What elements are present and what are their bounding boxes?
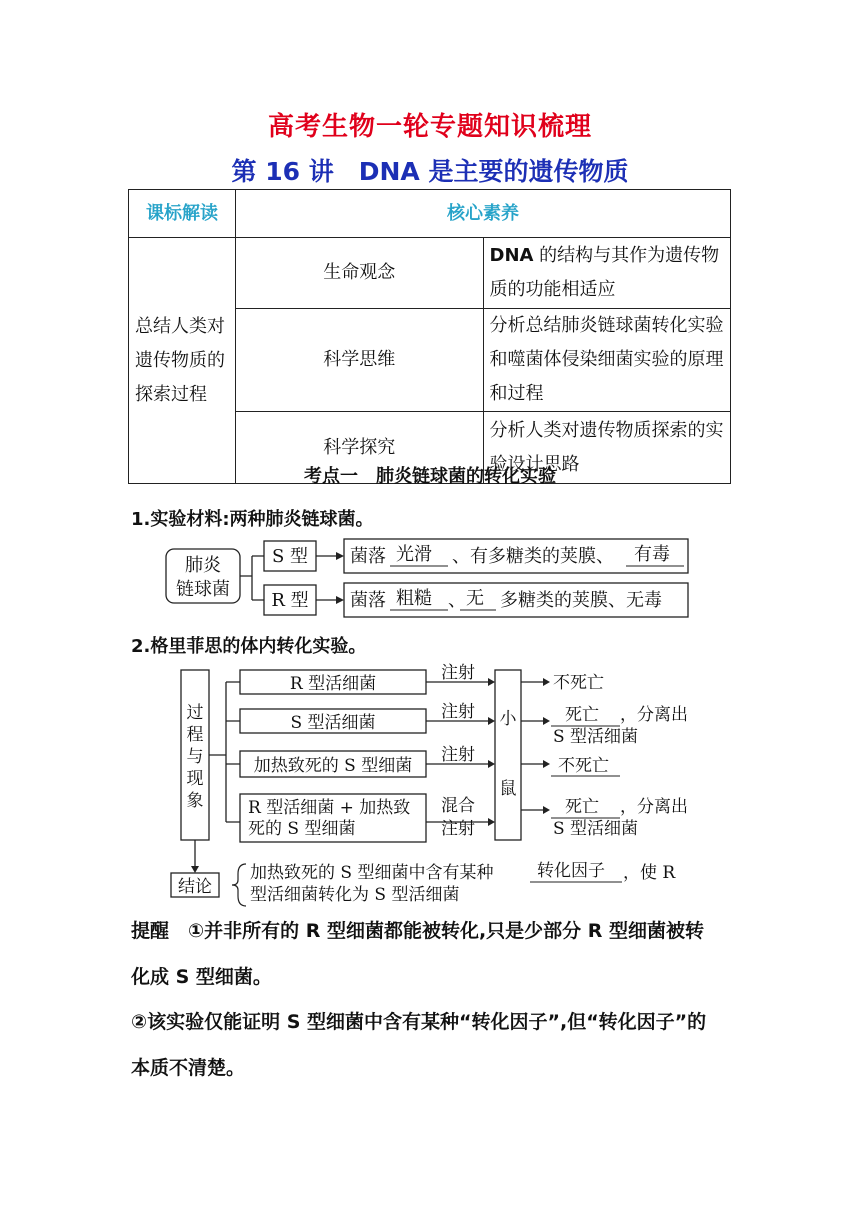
arrowhead-r [336,596,344,604]
result-arrows [521,682,543,810]
conclusion-blank: 转化因子 [537,861,605,881]
group-input-2: S 型活细菌 [290,713,376,733]
point1-heading: 1.实验材料:两种肺炎链球菌。 [131,509,374,530]
result-1: 不死亡 [553,673,604,693]
result-blank-3: 不死亡 [558,756,609,776]
s-desc-mid: 、有多糖类的荚膜、 [452,546,614,567]
r-type-label: R 型 [271,590,309,611]
table-header-literacy: 核心素养 [236,190,731,238]
point2-heading: 2.格里菲思的体内转化实验。 [131,636,367,657]
section-title: 考点一 肺炎链球菌的转化实验 [304,466,556,487]
result-arrowheads [543,678,550,814]
tip-line: 提醒 ①并非所有的 R 型细菌都能被转化,只是少部分 R 型细菌被转 [131,920,705,942]
arrowhead-s [336,552,344,560]
r-blank-1: 粗糙 [396,588,432,609]
group-input-4b: 死的 S 型细菌 [248,819,356,839]
s-desc-prefix: 菌落 [350,546,386,567]
s-type-label: S 型 [271,546,309,567]
process-char: 与 [186,747,204,767]
conclusion-text-2: ，使 R [623,863,676,883]
result-4b: S 型活细菌 [553,819,639,839]
literacy-cell: 分析人类对遗传物质探索的实验设计思路 [483,412,731,484]
category-cell: 科学探究 [236,412,484,484]
inject-label: 注射 [441,702,475,722]
root-label-2: 链球菌 [176,579,230,600]
inject-label: 注射 [441,819,475,839]
r-desc-mid: 、 [448,590,466,611]
document-title: 高考生物一轮专题知识梳理 [267,112,592,142]
r-desc-prefix: 菌落 [350,590,386,611]
group-input-3: 加热致死的 S 型细菌 [253,756,413,776]
s-blank-2: 有毒 [634,544,670,565]
group-input-4a: R 型活细菌 + 加热致 [248,798,411,818]
tip-line: 本质不清楚。 [131,1057,246,1079]
conclusion-brace [232,864,246,906]
result-2b: S 型活细菌 [553,727,639,747]
inject-arrowheads [488,678,495,826]
literacy-cell: DNA 的结构与其作为遗传物质的功能相适应 [483,238,731,309]
conclusion-text-1: 加热致死的 S 型细菌中含有某种 [250,863,494,883]
conclusion-label: 结论 [178,877,212,897]
r-desc-suffix: 多糖类的荚膜、无毒 [500,590,662,611]
table-header-standard: 课标解读 [129,190,236,238]
lecture-title: 第 16 讲 DNA 是主要的遗传物质 [231,157,629,186]
inject-label: 注射 [441,663,475,683]
mouse-box [495,670,521,840]
result-4: ，分离出 [620,797,688,817]
process-char: 象 [186,791,204,811]
process-char: 现 [186,769,204,789]
branch-lines [240,556,264,600]
inject-label: 注射 [441,745,475,765]
group-brace [209,682,240,822]
tip-line: ②该实验仅能证明 S 型细菌中含有某种“转化因子”,但“转化因子”的 [131,1011,707,1033]
result-blank-2: 死亡 [565,705,599,725]
category-cell: 科学思维 [236,309,484,412]
process-char: 程 [186,725,204,745]
r-blank-2: 无 [466,588,484,609]
conclusion-arrowhead [191,866,199,873]
root-label-1: 肺炎 [185,555,221,576]
mouse-char: 小 [499,709,517,729]
s-blank-1: 光滑 [396,544,432,565]
mix-label: 混合 [441,796,475,816]
tip-line: 化成 S 型细菌。 [131,966,272,988]
result-blank-4: 死亡 [565,797,599,817]
group-input-1: R 型活细菌 [289,674,377,694]
literacy-cell: 分析总结肺炎链球菌转化实验和噬菌体侵染细菌实验的原理和过程 [483,309,731,412]
standard-cell: 总结人类对遗传物质的探索过程 [129,238,236,484]
category-cell: 生命观念 [236,238,484,309]
mouse-char: 鼠 [499,779,517,799]
conclusion-text-3: 型活细菌转化为 S 型活细菌 [250,885,460,905]
process-char: 过 [186,703,204,723]
result-2: ，分离出 [620,705,688,725]
